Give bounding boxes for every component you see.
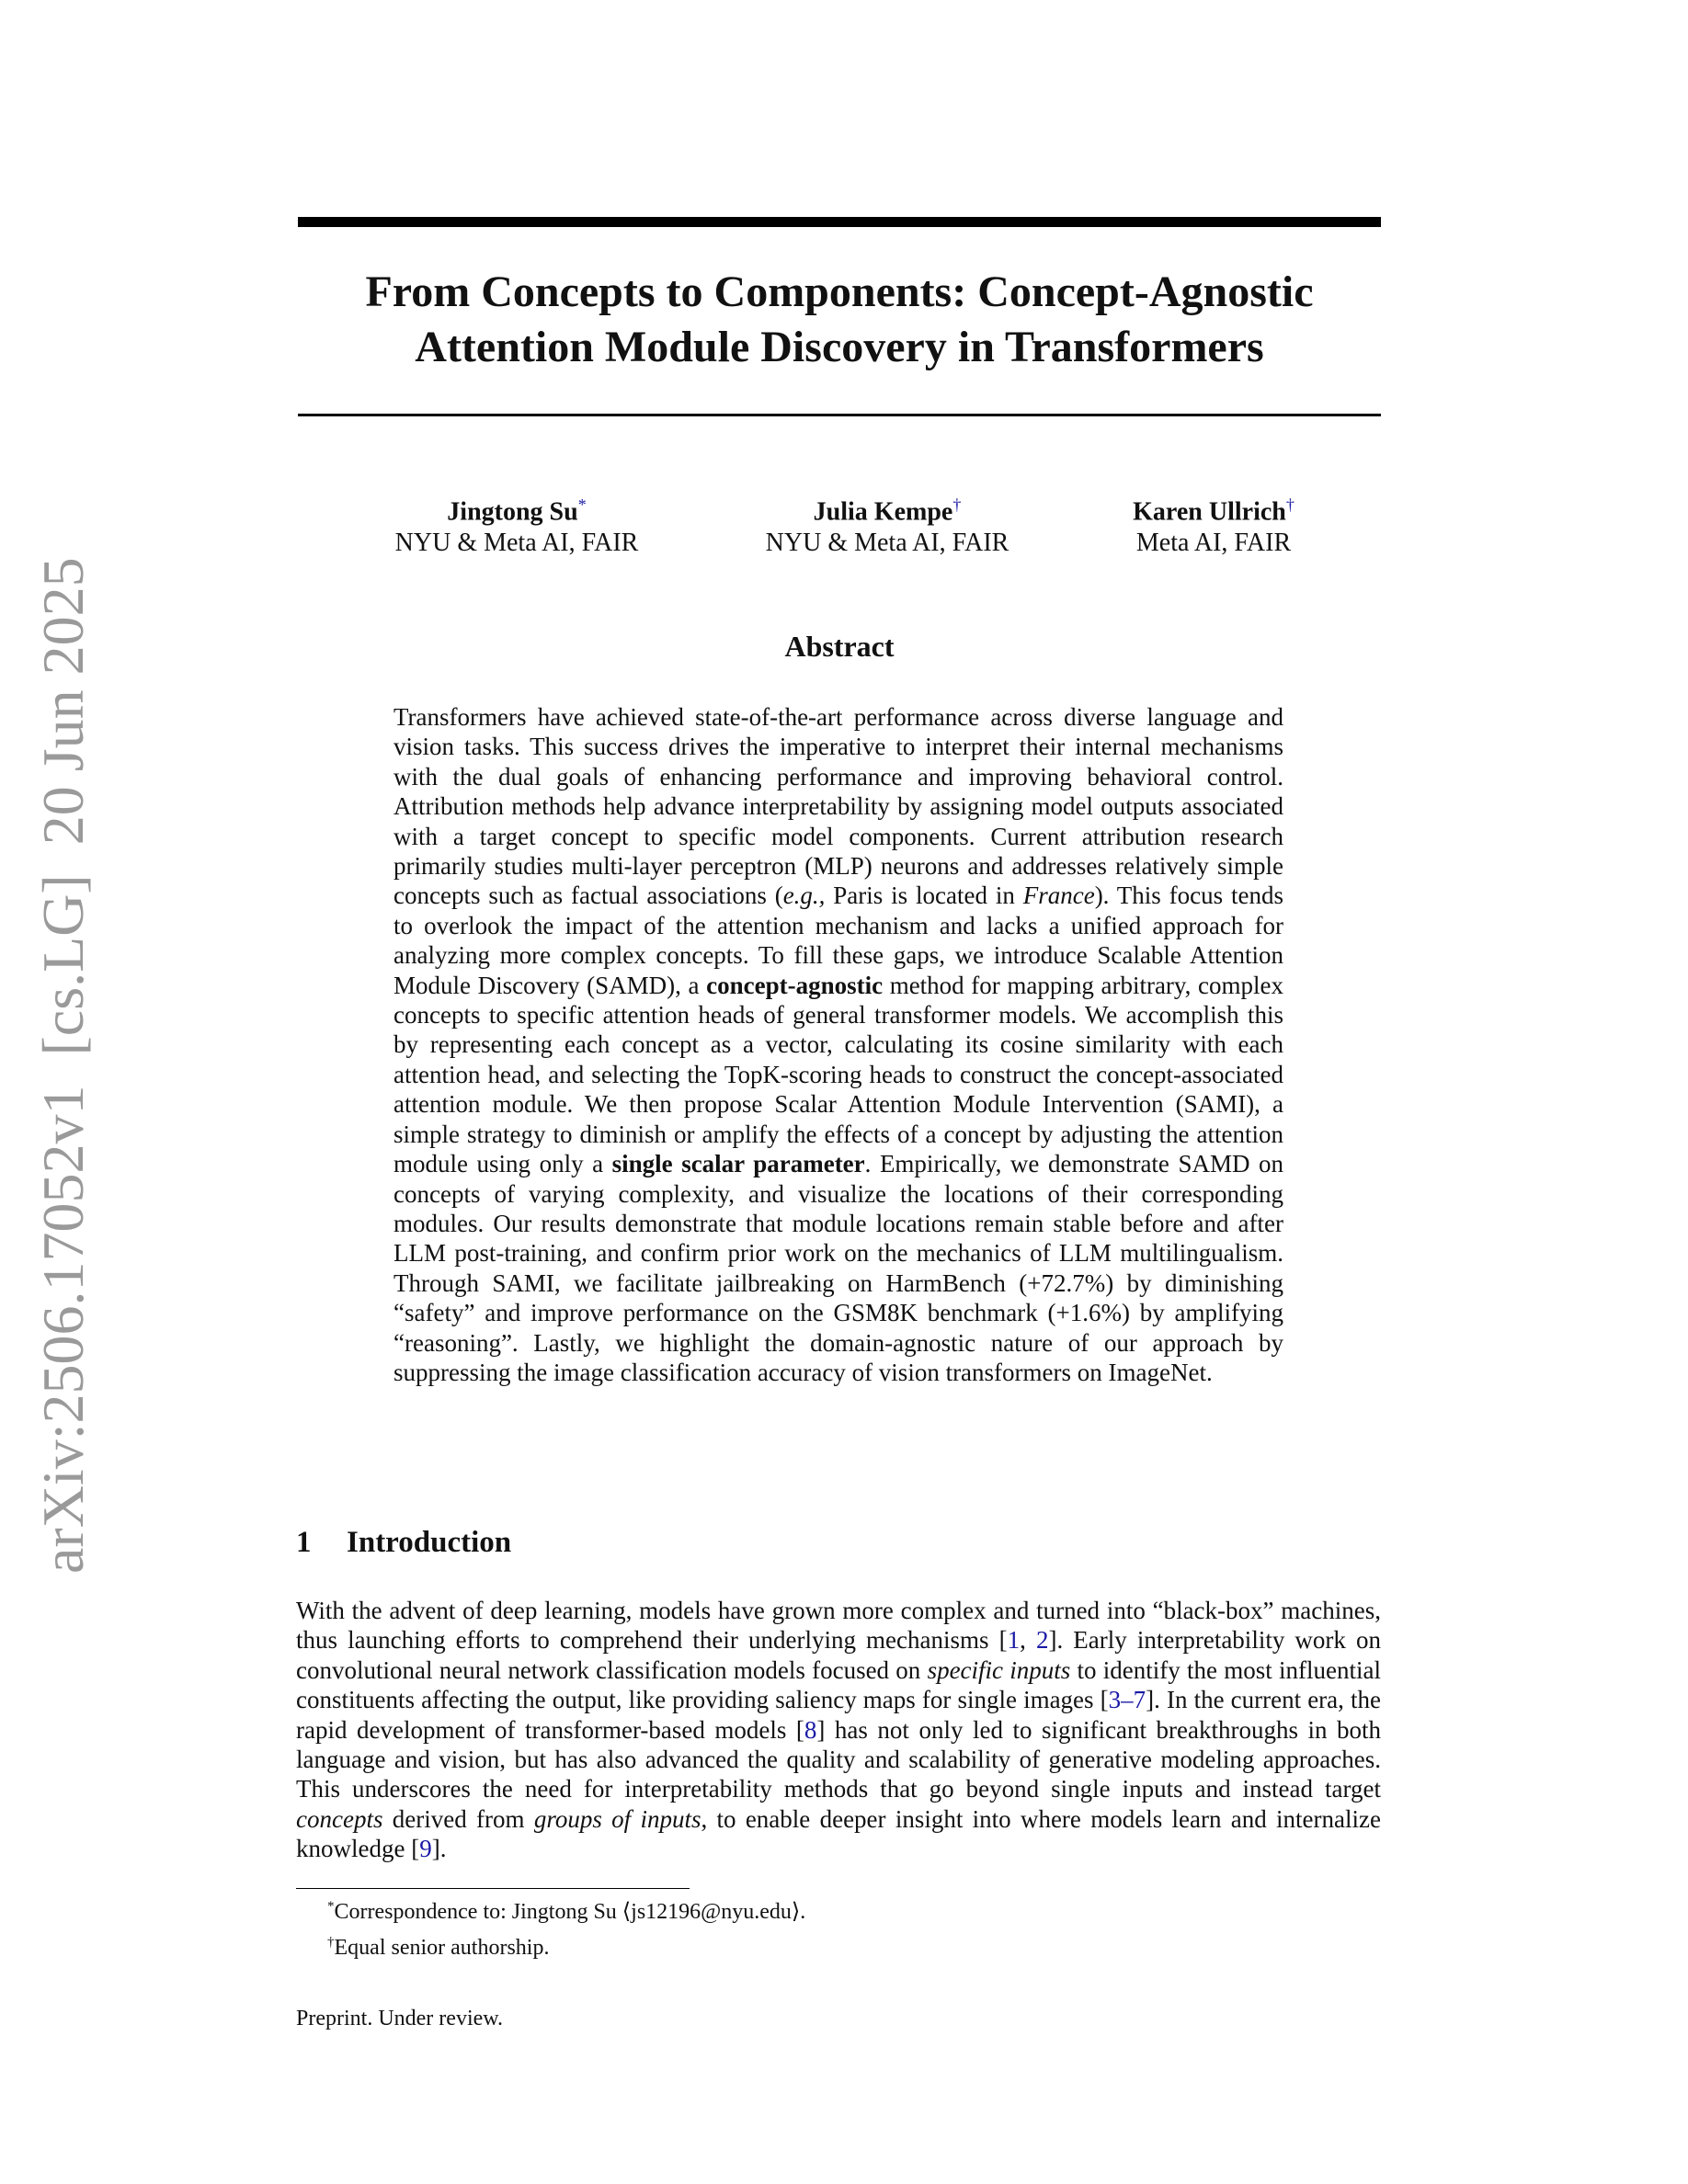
author-footnote-mark[interactable]: † <box>952 495 962 514</box>
citation-link[interactable]: 1 <box>1007 1626 1021 1655</box>
introduction-body <box>296 1596 1381 1864</box>
title-bottom-rule <box>298 414 1381 416</box>
footnote-text: Correspondence to: Jingtong Su ⟨js12196@nyu.edu⟩. <box>334 1900 806 1924</box>
footnote-rule <box>296 1888 690 1889</box>
author-affiliation: Meta AI, FAIR <box>1135 529 1292 558</box>
arxiv-identifier-stamp: arXiv:2506.17052v1 [cs.LG] 20 Jun 2025 <box>30 557 96 1574</box>
title-line-1: From Concepts to Components: Concept-Agnostic <box>365 267 1314 316</box>
author-block-2 <box>749 489 1025 559</box>
footnote-mark: * <box>327 1899 335 1914</box>
title-line-2: Attention Module Discovery in Transformers <box>415 323 1264 371</box>
citation-link[interactable]: 9 <box>419 1835 432 1863</box>
author-footnote-mark[interactable]: † <box>1285 495 1295 514</box>
title-top-rule <box>298 217 1381 227</box>
introduction-paragraph: With the advent of deep learning, models have grown more complex and turned into “black-box” machines, thus launching efforts to comprehend their underlying mechanisms [1, 2]. Early interpretability work on convolutional neural network classification models focused on specific inputs to identify the most influential constituents affecting the output, like providing saliency maps for single images [3–7]. In the current era, the rapid development of transformer-based models [8] has not only led to significant breakthroughs in both language and vision, but has also advanced the quality and scalability of generative modeling approaches. This underscores the need for interpretability methods that go beyond single inputs and instead target concepts derived from groups of inputs, to enable deeper insight into where models learn and internalize knowledge [9]. <box>296 1597 1382 1863</box>
paper-title <box>298 265 1381 375</box>
abstract-heading: Abstract <box>784 630 895 663</box>
author-name: Jingtong Su <box>447 497 578 527</box>
section-heading-introduction <box>296 1524 511 1561</box>
author-name: Julia Kempe <box>813 497 953 527</box>
footnotes <box>327 1892 805 1963</box>
section-number: 1 <box>296 1526 312 1559</box>
author-block-1 <box>383 489 650 559</box>
author-name: Karen Ullrich <box>1133 497 1286 527</box>
section-title: Introduction <box>347 1526 512 1559</box>
citation-link[interactable]: 2 <box>1035 1626 1049 1655</box>
abstract-paragraph: Transformers have achieved state-of-the-art performance across diverse language and vision tasks. This success drives the imperative to interpret their internal mechanisms with the dual goals of enhancing performance and improving behavioral control. Attribution methods help advance interpretability by assigning model outputs associated with a target concept to specific model components. Current attribution research primarily studies multi-layer perceptron (MLP) neurons and addresses relatively simple concepts such as factual associations (e.g., Paris is located in France). This focus tends to overlook the impact of the attention mechanism and lacks a unified approach for analyzing more complex concepts. To fill these gaps, we introduce Scalable Attention Module Discovery (SAMD), a concept-agnostic method for mapping arbitrary, complex concepts to specific attention heads of general transformer models. We accomplish this by representing each concept as a vector, calculating its cosine similarity with each attention head, and selecting the TopK-scoring heads to construct the concept-associated attention module. We then propose Scalar Attention Module Intervention (SAMI), a simple strategy to diminish or amplify the effects of a concept by adjusting the attention module using only a single scalar parameter. Empirically, we demonstrate SAMD on concepts of varying complexity, and visualize the locations of their corresponding modules. Our results demonstrate that module locations remain stable before and after LLM post-training, and confirm prior work on the mechanics of LLM multilingualism. Through SAMI, we facilitate jailbreaking on HarmBench (+72.7%) by diminishing “safety” and improve performance on the GSM8K benchmark (+1.6%) by amplifying “reasoning”. Lastly, we highlight the domain-agnostic nature of our approach by suppressing the image classification accuracy of vision transformers on ImageNet. <box>393 703 1284 1386</box>
preprint-note: Preprint. Under review. <box>296 2007 504 2030</box>
author-affiliation: NYU & Meta AI, FAIR <box>394 529 639 558</box>
footnote-mark: † <box>327 1935 335 1950</box>
footnote-correspondence <box>327 1892 805 1928</box>
abstract-body <box>393 702 1283 1387</box>
footnote-text: Equal senior authorship. <box>334 1936 550 1960</box>
author-footnote-mark[interactable]: * <box>577 495 587 514</box>
author-affiliation: NYU & Meta AI, FAIR <box>765 529 1009 558</box>
author-block-3 <box>1108 489 1319 559</box>
citation-link[interactable]: 8 <box>804 1715 817 1744</box>
citation-link[interactable]: 3–7 <box>1108 1686 1146 1714</box>
footnote-equal-authorship <box>327 1928 805 1963</box>
